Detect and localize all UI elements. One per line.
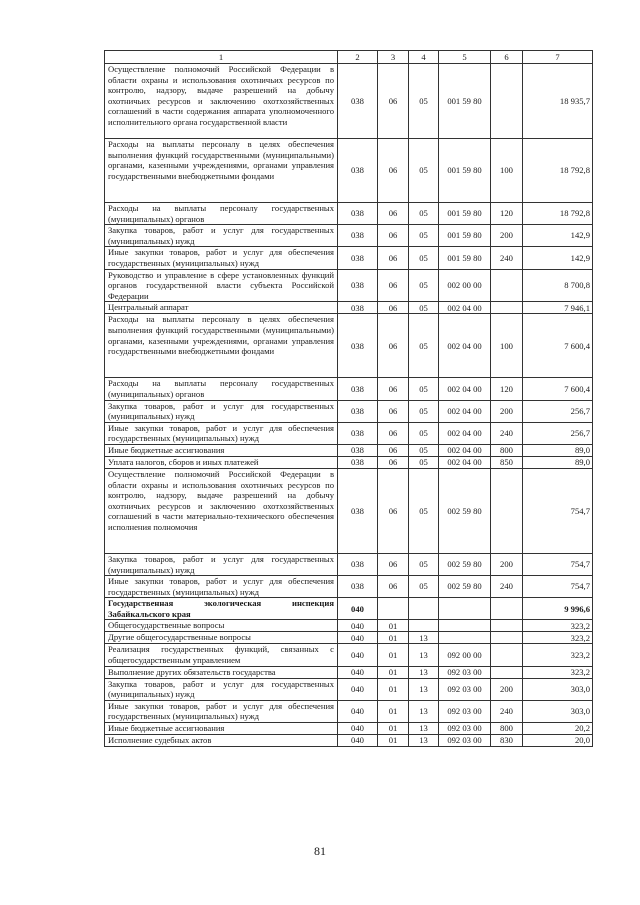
row-label: Центральный аппарат [105, 302, 338, 314]
code-cell: 040 [338, 723, 378, 735]
section-cell: 01 [378, 620, 409, 632]
code-cell: 038 [338, 468, 378, 553]
amount-cell: 323,2 [523, 620, 593, 632]
target-article-cell [439, 632, 491, 644]
amount-cell: 323,2 [523, 644, 593, 666]
code-cell: 038 [338, 314, 378, 378]
amount-cell: 18 792,8 [523, 203, 593, 225]
target-article-cell: 002 00 00 [439, 269, 491, 302]
subsection-cell: 05 [409, 456, 439, 468]
expense-type-cell: 120 [491, 203, 523, 225]
section-cell: 06 [378, 576, 409, 598]
expense-type-cell: 200 [491, 225, 523, 247]
amount-cell: 9 996,6 [523, 598, 593, 620]
subsection-cell: 05 [409, 314, 439, 378]
amount-cell: 8 700,8 [523, 269, 593, 302]
code-cell: 038 [338, 302, 378, 314]
table-row [105, 700, 593, 722]
amount-cell: 7 600,4 [523, 378, 593, 400]
table-row [105, 456, 593, 468]
section-cell: 06 [378, 247, 409, 269]
row-label: Расходы на выплаты персоналу в целях обеспечения выполнения функций государственными (муниципальными) органами, казенными учреждениями, органами управления государственными внебюджетными фондами [105, 314, 338, 378]
section-cell: 06 [378, 422, 409, 444]
expense-type-cell [491, 468, 523, 553]
header-cell: 5 [439, 51, 491, 64]
table-row [105, 735, 593, 747]
subsection-cell: 13 [409, 723, 439, 735]
subsection-cell: 05 [409, 553, 439, 575]
subsection-cell: 13 [409, 735, 439, 747]
amount-cell: 7 600,4 [523, 314, 593, 378]
target-article-cell: 002 04 00 [439, 302, 491, 314]
table-row [105, 632, 593, 644]
expense-type-cell [491, 644, 523, 666]
table-row [105, 314, 593, 378]
row-label: Иные бюджетные ассигнования [105, 723, 338, 735]
header-cell: 6 [491, 51, 523, 64]
subsection-cell [409, 598, 439, 620]
expense-type-cell: 830 [491, 735, 523, 747]
subsection-cell: 13 [409, 632, 439, 644]
subsection-cell: 05 [409, 269, 439, 302]
section-cell: 06 [378, 302, 409, 314]
amount-cell: 256,7 [523, 422, 593, 444]
code-cell: 040 [338, 666, 378, 678]
page-number: 81 [314, 844, 326, 858]
expense-type-cell: 200 [491, 678, 523, 700]
subsection-cell: 05 [409, 468, 439, 553]
amount-cell: 20,2 [523, 723, 593, 735]
code-cell: 040 [338, 735, 378, 747]
amount-cell: 303,0 [523, 678, 593, 700]
table-row [105, 139, 593, 203]
table-row [105, 644, 593, 666]
section-cell: 06 [378, 444, 409, 456]
table-row [105, 225, 593, 247]
row-label: Осуществление полномочий Российской Федерации в области охраны и использования охотничьих ресурсов по контролю, надзору, выдаче разрешений на добычу охотничьих ресурсов и заключению охотхозяйственных соглашений в части материально-технического обеспечения исполнения полномочия [105, 468, 338, 553]
subsection-cell: 05 [409, 400, 439, 422]
expense-type-cell: 240 [491, 247, 523, 269]
amount-cell: 142,9 [523, 225, 593, 247]
amount-cell: 18 935,7 [523, 64, 593, 139]
subsection-cell: 05 [409, 378, 439, 400]
section-cell: 01 [378, 735, 409, 747]
amount-cell: 89,0 [523, 444, 593, 456]
subsection-cell: 05 [409, 64, 439, 139]
header-row [105, 51, 593, 64]
code-cell: 038 [338, 400, 378, 422]
table-row [105, 468, 593, 553]
target-article-cell: 002 04 00 [439, 400, 491, 422]
section-cell: 01 [378, 678, 409, 700]
row-label: Иные закупки товаров, работ и услуг для обеспечения государственных (муниципальных) нужд [105, 422, 338, 444]
target-article-cell: 001 59 80 [439, 64, 491, 139]
table-row [105, 553, 593, 575]
row-label: Другие общегосударственные вопросы [105, 632, 338, 644]
target-article-cell: 002 59 80 [439, 576, 491, 598]
target-article-cell [439, 598, 491, 620]
section-cell: 01 [378, 632, 409, 644]
subsection-cell: 13 [409, 666, 439, 678]
target-article-cell: 092 03 00 [439, 666, 491, 678]
subsection-cell: 13 [409, 700, 439, 722]
section-cell: 06 [378, 225, 409, 247]
expense-type-cell: 800 [491, 444, 523, 456]
row-label: Уплата налогов, сборов и иных платежей [105, 456, 338, 468]
amount-cell: 256,7 [523, 400, 593, 422]
code-cell: 038 [338, 576, 378, 598]
expense-type-cell: 200 [491, 553, 523, 575]
target-article-cell: 002 04 00 [439, 422, 491, 444]
section-cell: 06 [378, 456, 409, 468]
subsection-cell: 05 [409, 139, 439, 203]
header-cell: 3 [378, 51, 409, 64]
code-cell: 040 [338, 644, 378, 666]
expense-type-cell: 240 [491, 576, 523, 598]
section-cell: 06 [378, 269, 409, 302]
section-cell: 06 [378, 553, 409, 575]
target-article-cell: 001 59 80 [439, 225, 491, 247]
row-label: Иные закупки товаров, работ и услуг для обеспечения государственных (муниципальных) нужд [105, 700, 338, 722]
code-cell: 038 [338, 456, 378, 468]
expense-type-cell [491, 620, 523, 632]
amount-cell: 754,7 [523, 553, 593, 575]
expense-type-cell [491, 632, 523, 644]
row-label: Государственная экологическая инспекция Забайкальского края [105, 598, 338, 620]
code-cell: 038 [338, 378, 378, 400]
header-cell: 7 [523, 51, 593, 64]
section-cell: 06 [378, 203, 409, 225]
amount-cell: 89,0 [523, 456, 593, 468]
table-row [105, 203, 593, 225]
row-label: Реализация государственных функций, связанных с общегосударственным управлением [105, 644, 338, 666]
table-row [105, 302, 593, 314]
amount-cell: 7 946,1 [523, 302, 593, 314]
expense-type-cell: 100 [491, 139, 523, 203]
amount-cell: 18 792,8 [523, 139, 593, 203]
target-article-cell: 002 04 00 [439, 378, 491, 400]
row-label: Закупка товаров, работ и услуг для государственных (муниципальных) нужд [105, 400, 338, 422]
table-row [105, 598, 593, 620]
expense-type-cell: 850 [491, 456, 523, 468]
code-cell: 038 [338, 139, 378, 203]
table-row [105, 723, 593, 735]
table-row [105, 444, 593, 456]
code-cell: 038 [338, 422, 378, 444]
table-row [105, 378, 593, 400]
row-label: Расходы на выплаты персоналу государственных (муниципальных) органов [105, 378, 338, 400]
row-label: Иные бюджетные ассигнования [105, 444, 338, 456]
code-cell: 038 [338, 225, 378, 247]
amount-cell: 323,2 [523, 632, 593, 644]
code-cell: 038 [338, 269, 378, 302]
table-row [105, 422, 593, 444]
code-cell: 038 [338, 553, 378, 575]
amount-cell: 142,9 [523, 247, 593, 269]
code-cell: 040 [338, 598, 378, 620]
section-cell: 06 [378, 468, 409, 553]
expense-type-cell [491, 64, 523, 139]
target-article-cell: 001 59 80 [439, 203, 491, 225]
row-label: Осуществление полномочий Российской Федерации в области охраны и использования охотничьих ресурсов по контролю, надзору, выдаче разрешений на добычу охотничьих ресурсов и заключению охотхозяйственных соглашений в части содержания аппарата уполномоченного исполнительного органа государственной власти [105, 64, 338, 139]
header-cell: 4 [409, 51, 439, 64]
subsection-cell [409, 620, 439, 632]
table-row [105, 269, 593, 302]
target-article-cell: 092 03 00 [439, 735, 491, 747]
row-label: Закупка товаров, работ и услуг для государственных (муниципальных) нужд [105, 553, 338, 575]
section-cell: 06 [378, 378, 409, 400]
expense-type-cell [491, 302, 523, 314]
target-article-cell: 092 03 00 [439, 678, 491, 700]
expense-type-cell: 800 [491, 723, 523, 735]
subsection-cell: 13 [409, 644, 439, 666]
section-cell: 06 [378, 400, 409, 422]
table-row [105, 576, 593, 598]
subsection-cell: 05 [409, 422, 439, 444]
row-label: Иные закупки товаров, работ и услуг для обеспечения государственных (муниципальных) нужд [105, 576, 338, 598]
subsection-cell: 05 [409, 576, 439, 598]
target-article-cell: 001 59 80 [439, 247, 491, 269]
expense-type-cell: 120 [491, 378, 523, 400]
code-cell: 038 [338, 203, 378, 225]
expense-type-cell: 200 [491, 400, 523, 422]
section-cell: 01 [378, 666, 409, 678]
target-article-cell: 002 59 80 [439, 553, 491, 575]
target-article-cell: 092 03 00 [439, 700, 491, 722]
section-cell: 06 [378, 64, 409, 139]
budget-table [104, 50, 593, 747]
code-cell: 038 [338, 444, 378, 456]
subsection-cell: 05 [409, 247, 439, 269]
expense-type-cell: 100 [491, 314, 523, 378]
row-label: Выполнение других обязательств государства [105, 666, 338, 678]
target-article-cell: 001 59 80 [439, 139, 491, 203]
section-cell [378, 598, 409, 620]
amount-cell: 303,0 [523, 700, 593, 722]
target-article-cell: 002 04 00 [439, 314, 491, 378]
row-label: Общегосударственные вопросы [105, 620, 338, 632]
table-row [105, 666, 593, 678]
target-article-cell: 002 04 00 [439, 444, 491, 456]
header-cell: 1 [105, 51, 338, 64]
target-article-cell [439, 620, 491, 632]
amount-cell: 20,0 [523, 735, 593, 747]
section-cell: 01 [378, 700, 409, 722]
subsection-cell: 13 [409, 678, 439, 700]
expense-type-cell: 240 [491, 700, 523, 722]
section-cell: 01 [378, 723, 409, 735]
target-article-cell: 092 00 00 [439, 644, 491, 666]
code-cell: 038 [338, 64, 378, 139]
row-label: Иные закупки товаров, работ и услуг для обеспечения государственных (муниципальных) нужд [105, 247, 338, 269]
row-label: Руководство и управление в сфере установленных функций органов государственной власти субъекта Российской Федерации [105, 269, 338, 302]
code-cell: 040 [338, 678, 378, 700]
target-article-cell: 092 03 00 [439, 723, 491, 735]
subsection-cell: 05 [409, 225, 439, 247]
code-cell: 040 [338, 632, 378, 644]
amount-cell: 754,7 [523, 468, 593, 553]
table-row [105, 620, 593, 632]
section-cell: 06 [378, 314, 409, 378]
code-cell: 038 [338, 247, 378, 269]
header-cell: 2 [338, 51, 378, 64]
expense-type-cell: 240 [491, 422, 523, 444]
target-article-cell: 002 04 00 [439, 456, 491, 468]
code-cell: 040 [338, 620, 378, 632]
row-label: Исполнение судебных актов [105, 735, 338, 747]
expense-type-cell [491, 666, 523, 678]
expense-type-cell [491, 598, 523, 620]
table-row [105, 678, 593, 700]
table-row [105, 64, 593, 139]
subsection-cell: 05 [409, 302, 439, 314]
table-row [105, 400, 593, 422]
amount-cell: 323,2 [523, 666, 593, 678]
subsection-cell: 05 [409, 203, 439, 225]
amount-cell: 754,7 [523, 576, 593, 598]
row-label: Расходы на выплаты персоналу в целях обеспечения выполнения функций государственными (муниципальными) органами, казенными учреждениями, органами управления государственными внебюджетными фондами [105, 139, 338, 203]
row-label: Закупка товаров, работ и услуг для государственных (муниципальных) нужд [105, 678, 338, 700]
section-cell: 01 [378, 644, 409, 666]
subsection-cell: 05 [409, 444, 439, 456]
target-article-cell: 002 59 80 [439, 468, 491, 553]
row-label: Расходы на выплаты персоналу государственных (муниципальных) органов [105, 203, 338, 225]
expense-type-cell [491, 269, 523, 302]
table-row [105, 247, 593, 269]
row-label: Закупка товаров, работ и услуг для государственных (муниципальных) нужд [105, 225, 338, 247]
section-cell: 06 [378, 139, 409, 203]
code-cell: 040 [338, 700, 378, 722]
